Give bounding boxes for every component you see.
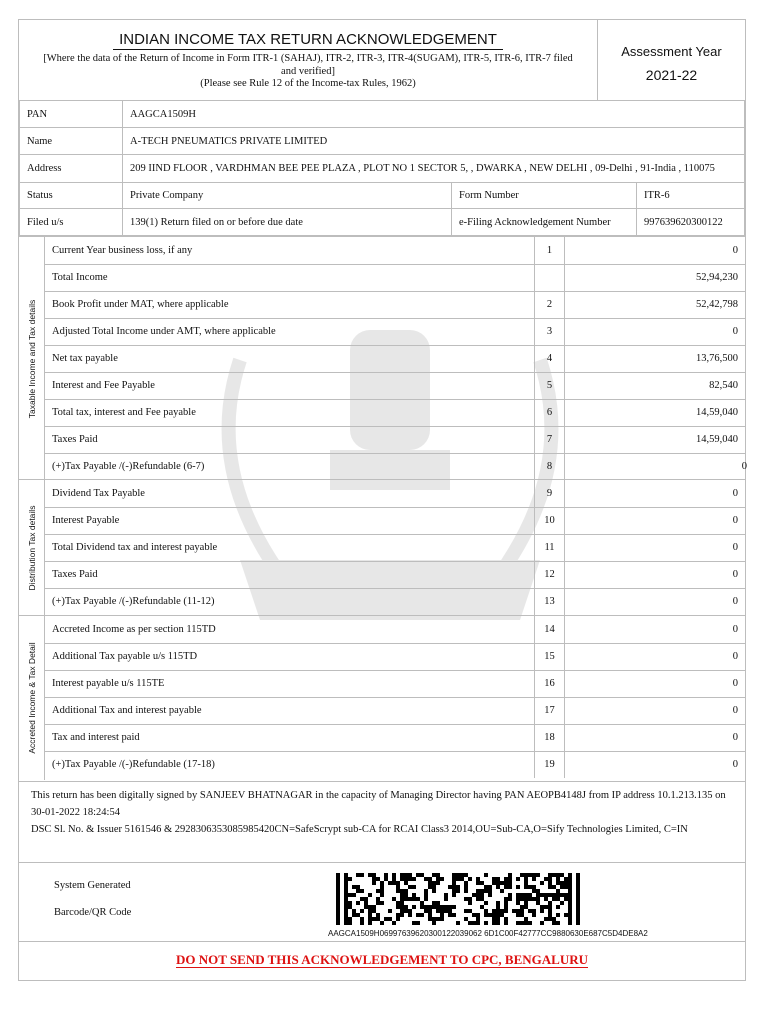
- row-number: 1: [534, 237, 565, 264]
- row-label: Total tax, interest and Fee payable: [52, 407, 196, 418]
- header-subtitle-1: [Where the data of the Return of Income in Form ITR-1 (SAHAJ), ITR-2, ITR-3, ITR-4(SUGAM), ITR-5, ITR-6, ITR-7 filed and verified]: [43, 53, 573, 77]
- row-label: Dividend Tax Payable: [52, 488, 145, 499]
- barcode-block: [19, 862, 745, 942]
- row-label: Interest payable u/s 115TE: [52, 678, 165, 689]
- row-value: 14,59,040: [696, 407, 738, 418]
- table-row: [45, 588, 745, 615]
- row-label: Book Profit under MAT, where applicable: [52, 299, 229, 310]
- row-number: 14: [534, 616, 565, 643]
- name-label: Name: [20, 128, 123, 155]
- row-label: (+)Tax Payable /(-)Refundable (11-12): [52, 596, 215, 607]
- row-label: Current Year business loss, if any: [52, 245, 193, 256]
- row-value: 52,42,798: [696, 299, 738, 310]
- row-number: 16: [534, 670, 565, 697]
- row-number: 12: [534, 561, 565, 588]
- table-row: [45, 372, 745, 400]
- filed-value: 139(1) Return filed on or before due date: [123, 209, 452, 236]
- row-number: 10: [534, 507, 565, 534]
- row-value: 0: [732, 759, 738, 770]
- table-row: [45, 480, 745, 508]
- dsc-details: DSC Sl. No. & Issuer 5161546 & 2928306353085985420CN=SafeScrypt sub-CA for RCAI Class3 2014,OU=Sub-CA,O=Sify Technologies Limited, C=IN: [31, 824, 688, 835]
- address-label: Address: [20, 155, 123, 183]
- row-number: 5: [534, 372, 565, 399]
- table-row: [45, 724, 745, 752]
- barcode-code: AAGCA1509H06997639620300122039062 6D1C00F42777CC9880630E687C5D4DE8A2: [328, 929, 648, 938]
- section-label: Accreted Income & Tax Detail: [26, 642, 37, 754]
- table-row: [45, 291, 745, 319]
- row-value: 0: [732, 488, 738, 499]
- header: [19, 20, 745, 100]
- taxpayer-info-table: [19, 100, 745, 236]
- table-row: [45, 534, 745, 562]
- ack-label: e-Filing Acknowledgement Number: [452, 209, 637, 236]
- row-number: 11: [534, 534, 565, 561]
- table-row: [45, 751, 745, 778]
- row-number: 8: [534, 453, 565, 480]
- row-label: (+)Tax Payable /(-)Refundable (17-18): [52, 759, 215, 770]
- table-row: [45, 264, 745, 292]
- row-label: Additional Tax and interest payable: [52, 705, 202, 716]
- barcode-qr-label: Barcode/QR Code: [54, 907, 132, 918]
- row-value: 0: [732, 326, 738, 337]
- row-number: 9: [534, 480, 565, 507]
- row-value: 52,94,230: [696, 272, 738, 283]
- address-value: 209 IIND FLOOR , VARDHMAN BEE PEE PLAZA , PLOT NO 1 SECTOR 5, , DWARKA , NEW DELHI , 09-Delhi , 91-India , 110075: [123, 155, 745, 183]
- system-generated-label: System Generated: [54, 880, 131, 891]
- row-label: Additional Tax payable u/s 115TD: [52, 651, 198, 662]
- row-value: 0: [732, 678, 738, 689]
- row-value: 0: [732, 651, 738, 662]
- row-number: 4: [534, 345, 565, 372]
- pan-label: PAN: [20, 101, 123, 128]
- row-label: Interest and Fee Payable: [52, 380, 155, 391]
- row-number: 13: [534, 588, 565, 615]
- table-row: [45, 426, 745, 454]
- row-number: 3: [534, 318, 565, 345]
- row-number: 18: [534, 724, 565, 751]
- row-label: Adjusted Total Income under AMT, where applicable: [52, 326, 276, 337]
- row-label: Interest Payable: [52, 515, 120, 526]
- table-row: [45, 643, 745, 671]
- section-taxable-income: [19, 236, 745, 480]
- row-value: 0: [732, 569, 738, 580]
- document-title: INDIAN INCOME TAX RETURN ACKNOWLEDGEMENT: [113, 31, 503, 50]
- section-accreted-income: [19, 615, 745, 780]
- form-number-label: Form Number: [452, 183, 637, 209]
- row-value: 0: [732, 515, 738, 526]
- row-label: Tax and interest paid: [52, 732, 140, 743]
- row-number: 6: [534, 399, 565, 426]
- table-row: [45, 318, 745, 346]
- row-label: Net tax payable: [52, 353, 118, 364]
- row-value: 13,76,500: [696, 353, 738, 364]
- row-label: Total Income: [52, 272, 108, 283]
- row-number: 17: [534, 697, 565, 724]
- row-value: 82,540: [709, 380, 738, 391]
- row-value: 0: [732, 542, 738, 553]
- row-number: 19: [534, 751, 565, 778]
- status-value: Private Company: [123, 183, 452, 209]
- signature-statement: This return has been digitally signed by SANJEEV BHATNAGAR in the capacity of Managing Director having PAN AEOPB4148J from IP address 10.1.213.135 on 30-01-2022 18:24:54: [31, 790, 726, 818]
- table-row: [45, 616, 745, 644]
- table-row: [45, 507, 745, 535]
- digital-signature-block: [19, 781, 745, 861]
- table-row: [45, 697, 745, 725]
- warning-notice: DO NOT SEND THIS ACKNOWLEDGEMENT TO CPC, BENGALURU: [176, 952, 588, 967]
- pan-value: AAGCA1509H: [123, 101, 745, 128]
- status-label: Status: [20, 183, 123, 209]
- row-label: Taxes Paid: [52, 569, 98, 580]
- row-label: (+)Tax Payable /(-)Refundable (6-7): [52, 461, 205, 472]
- row-value: 0: [732, 596, 738, 607]
- table-row: [45, 399, 745, 427]
- assessment-year-value: 2021-22: [645, 67, 698, 83]
- filed-label: Filed u/s: [20, 209, 123, 236]
- row-number: [534, 264, 565, 291]
- row-value: 0: [732, 732, 738, 743]
- ack-value: 997639620300122: [637, 209, 745, 236]
- row-value: 0: [732, 245, 738, 256]
- header-subtitle-2: (Please see Rule 12 of the Income-tax Rules, 1962): [200, 78, 416, 89]
- row-number: 7: [534, 426, 565, 453]
- table-row: [45, 453, 745, 480]
- row-label: Total Dividend tax and interest payable: [52, 542, 218, 553]
- form-number-value: ITR-6: [637, 183, 745, 209]
- row-label: Accreted Income as per section 115TD: [52, 624, 216, 635]
- row-label: Taxes Paid: [52, 434, 98, 445]
- table-row: [45, 345, 745, 373]
- table-row: [45, 670, 745, 698]
- row-value: 14,59,040: [696, 434, 738, 445]
- name-value: A-TECH PNEUMATICS PRIVATE LIMITED: [123, 128, 745, 155]
- row-value: 0: [732, 705, 738, 716]
- table-row: [45, 561, 745, 589]
- barcode-image: [336, 872, 580, 926]
- assessment-year-label: Assessment Year: [621, 44, 722, 59]
- table-row: [45, 237, 745, 265]
- section-label: Distribution Tax details: [26, 505, 37, 591]
- row-number: 15: [534, 643, 565, 670]
- row-value: 0: [741, 461, 747, 472]
- row-value: 0: [732, 624, 738, 635]
- row-number: 2: [534, 291, 565, 318]
- section-distribution-tax: [19, 479, 745, 616]
- section-label: Taxable Income and Tax details: [26, 299, 37, 418]
